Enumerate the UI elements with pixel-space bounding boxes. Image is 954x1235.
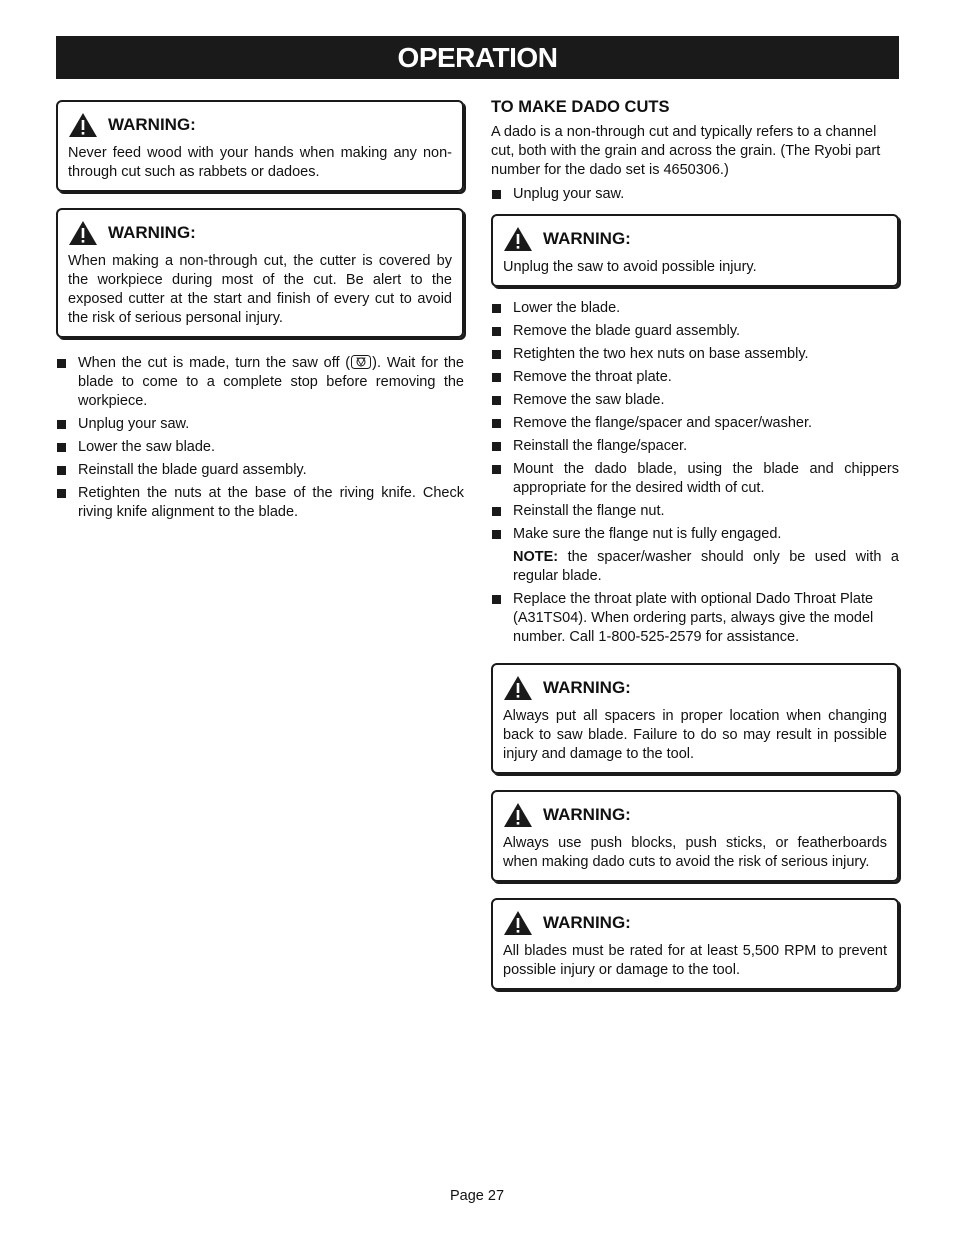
page-title: OPERATION bbox=[397, 41, 558, 73]
warning-box-push-blocks bbox=[491, 790, 899, 882]
warning-triangle-icon bbox=[68, 112, 98, 138]
off-switch-icon bbox=[351, 355, 371, 369]
warning-triangle-icon bbox=[503, 802, 533, 828]
bullet-square-icon bbox=[57, 420, 66, 429]
spacer-note: NOTE: the spacer/washer should only be used with a regular blade. bbox=[513, 549, 899, 584]
list-item: Reinstall the flange nut. bbox=[491, 502, 899, 521]
warning-box-rpm bbox=[491, 898, 899, 990]
bullet-square-icon bbox=[492, 304, 501, 313]
warning-title: WARNING: bbox=[543, 678, 631, 697]
dado-steps-list-start bbox=[491, 185, 899, 204]
page-header bbox=[56, 36, 899, 79]
warning-text: Always put all spacers in proper location when changing back to saw blade. Failure to do so may result in possible injury and damage to the tool. bbox=[503, 708, 887, 762]
bullet-square-icon bbox=[492, 442, 501, 451]
list-item: Retighten the two hex nuts on base assembly. bbox=[491, 345, 899, 364]
left-column bbox=[56, 100, 464, 526]
warning-triangle-icon bbox=[68, 220, 98, 246]
dado-steps-list-end bbox=[491, 590, 899, 647]
bullet-square-icon bbox=[57, 466, 66, 475]
warning-title: WARNING: bbox=[543, 229, 631, 248]
warning-title: WARNING: bbox=[108, 223, 196, 242]
warning-text: Unplug the saw to avoid possible injury. bbox=[503, 259, 757, 275]
warning-box-hand-feed bbox=[56, 100, 464, 192]
warning-triangle-icon bbox=[503, 675, 533, 701]
list-item: Make sure the flange nut is fully engaged. bbox=[491, 525, 899, 544]
bullet-square-icon bbox=[492, 507, 501, 516]
list-item: Lower the blade. bbox=[491, 299, 899, 318]
warning-text: All blades must be rated for at least 5,500 RPM to prevent possible injury or damage to the tool. bbox=[503, 943, 887, 978]
warning-triangle-icon bbox=[503, 910, 533, 936]
list-item: Remove the blade guard assembly. bbox=[491, 322, 899, 341]
list-item: When the cut is made, turn the saw off ( ). Wait for the blade to come to a complete stop before removing the workpiece. bbox=[56, 354, 464, 411]
list-item: Lower the saw blade. bbox=[56, 438, 464, 457]
list-item: Unplug your saw. bbox=[491, 185, 899, 204]
right-column bbox=[491, 98, 899, 1006]
warning-box-exposed-cutter bbox=[56, 208, 464, 338]
bullet-square-icon bbox=[492, 595, 501, 604]
list-item: Reinstall the blade guard assembly. bbox=[56, 461, 464, 480]
list-item: Retighten the nuts at the base of the riving knife. Check riving knife alignment to the blade. bbox=[56, 484, 464, 522]
section-intro: A dado is a non-through cut and typically refers to a channel cut, both with the grain and across the grain. (The Ryobi part number for the dado set is 4650306.) bbox=[491, 124, 881, 178]
list-item: Remove the throat plate. bbox=[491, 368, 899, 387]
bullet-square-icon bbox=[57, 489, 66, 498]
bullet-square-icon bbox=[492, 419, 501, 428]
section-title: TO MAKE DADO CUTS bbox=[491, 98, 670, 116]
page-number: Page 27 bbox=[449, 1188, 505, 1204]
warning-triangle-icon bbox=[503, 226, 533, 252]
bullet-square-icon bbox=[492, 190, 501, 199]
list-item: Remove the flange/spacer and spacer/washer. bbox=[491, 414, 899, 433]
list-item: Unplug your saw. bbox=[56, 415, 464, 434]
bullet-square-icon bbox=[492, 465, 501, 474]
warning-box-spacers bbox=[491, 663, 899, 774]
bullet-square-icon bbox=[57, 359, 66, 368]
list-item: Mount the dado blade, using the blade and chippers appropriate for the desired width of cut. bbox=[491, 460, 899, 498]
warning-title: WARNING: bbox=[543, 805, 631, 824]
dado-steps-list bbox=[491, 299, 899, 544]
warning-text: Never feed wood with your hands when making any non-through cut such as rabbets or dadoes. bbox=[68, 145, 452, 180]
warning-box-unplug bbox=[491, 214, 899, 287]
bullet-square-icon bbox=[492, 373, 501, 382]
warning-title: WARNING: bbox=[543, 913, 631, 932]
list-item: Remove the saw blade. bbox=[491, 391, 899, 410]
bullet-square-icon bbox=[492, 350, 501, 359]
bullet-square-icon bbox=[492, 327, 501, 336]
bullet-square-icon bbox=[492, 530, 501, 539]
warning-text: Always use push blocks, push sticks, or featherboards when making dado cuts to avoid the risk of serious injury. bbox=[503, 835, 887, 870]
list-item: Replace the throat plate with optional Dado Throat Plate (A31TS04). When ordering parts, always give the model number. Call 1-800-525-2579 for assistance. bbox=[491, 590, 899, 647]
left-steps-list bbox=[56, 354, 464, 522]
list-item: Reinstall the flange/spacer. bbox=[491, 437, 899, 456]
bullet-square-icon bbox=[57, 443, 66, 452]
warning-text: When making a non-through cut, the cutter is covered by the workpiece during most of the cut. Be alert to the exposed cutter at the start and finish of every cut to avoid the risk of serious personal injury. bbox=[68, 253, 452, 326]
bullet-square-icon bbox=[492, 396, 501, 405]
warning-title: WARNING: bbox=[108, 115, 196, 134]
